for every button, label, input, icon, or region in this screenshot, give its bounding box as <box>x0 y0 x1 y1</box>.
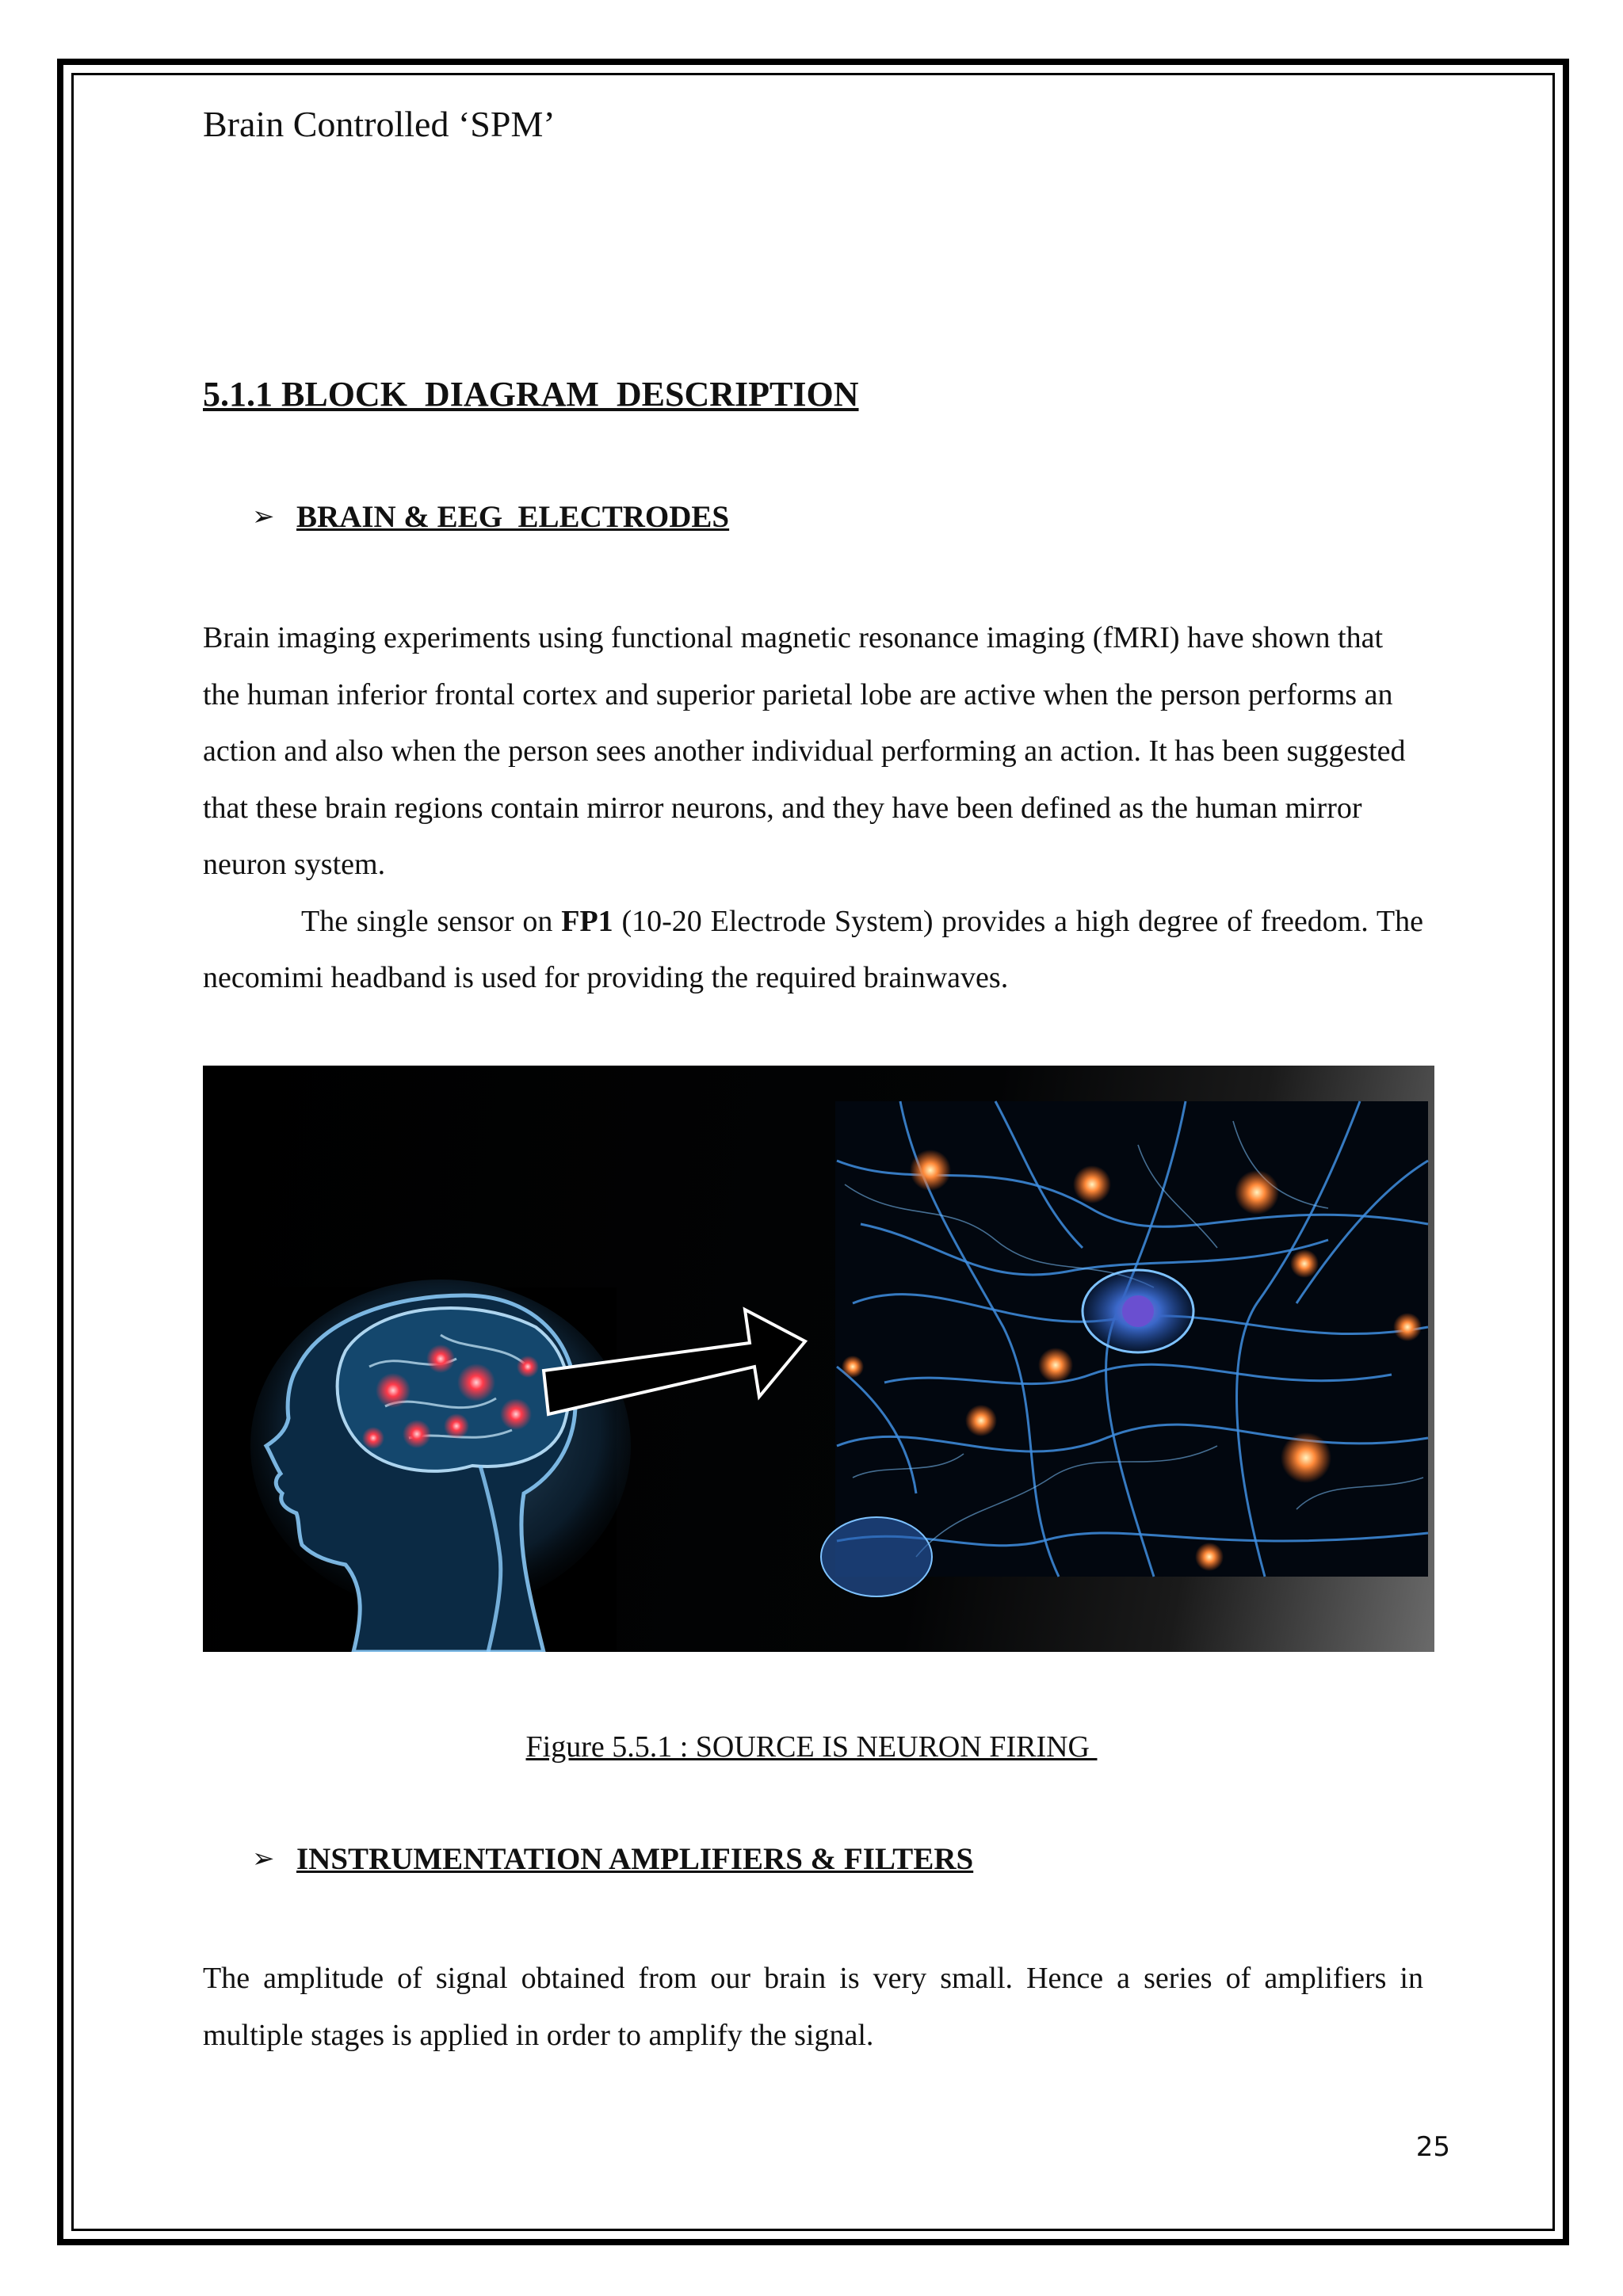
paragraph-amplitude <box>203 1951 1423 2064</box>
bullet-brain-eeg <box>252 499 729 535</box>
paragraph-text: Brain imaging experiments using functional magnetic resonance imaging (fMRI) have shown that the human inferior frontal cortex and superior parietal lobe are active when the person performs an action and also when the person sees another individual performing an action. It has been suggested that these brain regions contain mirror neurons, and they have been defined as the human mirror neuron system. <box>203 621 1406 881</box>
figure-caption: Figure 5.5.1 : SOURCE IS NEURON FIRING <box>525 1730 1098 1764</box>
running-header: Brain Controlled ‘SPM’ <box>203 104 556 144</box>
paragraph-text: The amplitude of signal obtained from our brain is very small. Hence a series of amplifiers in multiple stages is applied in order to amplify the signal. <box>203 1962 1423 2052</box>
bullet-amplifiers <box>252 1841 973 1877</box>
paragraph-fp1: The single sensor on FP1 (10-20 Electrode System) provides a high degree of freedom. The necomimi headband is used for providing the required brainwaves. <box>203 904 1423 994</box>
page-number: 25 <box>1415 2131 1450 2163</box>
bullet-label: BRAIN & EEG ELECTRODES <box>296 500 730 534</box>
figure-illustration <box>203 1066 1434 1652</box>
section-heading: 5.1.1 BLOCK DIAGRAM DESCRIPTION <box>203 375 859 414</box>
neuron-network-illustration <box>821 1101 1428 1596</box>
fp1-bold: FP1 <box>561 904 613 938</box>
paragraph-fmri <box>203 610 1423 1007</box>
bullet-label: INSTRUMENTATION AMPLIFIERS & FILTERS <box>296 1842 974 1876</box>
figure-neuron-firing <box>203 1066 1434 1652</box>
arrow-bullet-icon: ➢ <box>252 501 275 532</box>
arrow-bullet-icon: ➢ <box>252 1843 275 1875</box>
